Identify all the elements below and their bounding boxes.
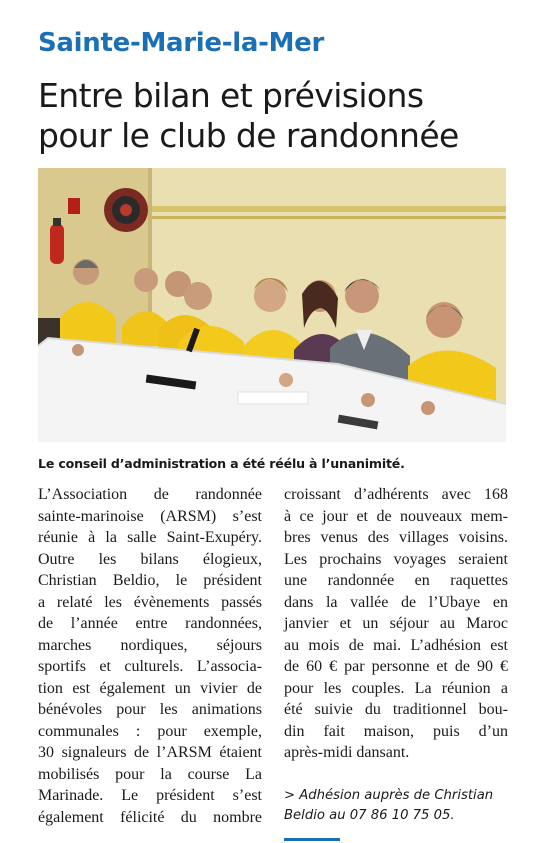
article-line: après-midi dansant.	[284, 744, 410, 761]
article-line: mobilisés pour la course La	[38, 765, 262, 783]
article-line: de l’année entre randonnées,	[38, 615, 262, 632]
headline-line-1: Entre bilan et prévisions	[38, 76, 424, 115]
section-kicker: Sainte-Marie-la-Mer	[38, 28, 325, 58]
contact-info-line-2: Beldio au 07 86 10 75 05.	[284, 808, 455, 823]
article-line: une randonnée en raquettes	[284, 572, 508, 589]
article-line: dans la vallée de l’Ubaye en	[284, 593, 508, 611]
article-column-left	[38, 484, 262, 828]
meeting-photo-illustration	[38, 168, 506, 442]
article-line: Marinade. Le président s’est	[38, 787, 262, 804]
contact-info	[284, 786, 508, 826]
article-line: a relaté les évènements passés	[38, 593, 262, 611]
article-line: pour les couples. La réunion a	[284, 679, 508, 697]
accent-rule	[284, 838, 340, 841]
article-line: croissant d’adhérents avec 168	[284, 486, 508, 503]
article-line: sainte-marinoise (ARSM) s’est	[38, 507, 262, 525]
article-photo	[38, 168, 506, 442]
article-line: également félicité du nombre	[38, 808, 262, 826]
article-line: réunie à la salle Saint-Exupéry.	[38, 529, 262, 546]
article-line: au mois de mai. L’adhésion est	[284, 636, 508, 654]
article-line: communales : pour exemple,	[38, 722, 262, 740]
article-line: bénévoles pour les animations	[38, 701, 262, 718]
article-column-right	[284, 484, 508, 764]
article-line: tion est également un vivier de	[38, 679, 262, 697]
photo-caption: Le conseil d’administration a été réélu à l’unanimité.	[38, 456, 405, 471]
article-line: marches nordiques, séjours	[38, 636, 262, 654]
article-line: janvier et un séjour au Maroc	[284, 615, 508, 632]
article-line: de 60 € par personne et de 90 €	[284, 658, 508, 675]
article-line: bres venus des villages voisins.	[284, 529, 508, 546]
article-line: 30 signaleurs de l’ARSM étaient	[38, 744, 262, 761]
article-line: Les prochains voyages seraient	[284, 550, 508, 568]
article-line: Christian Beldio, le président	[38, 572, 262, 589]
article-line: été suivie du traditionnel bou-	[284, 701, 508, 718]
article-headline	[38, 76, 518, 156]
article-line: sportifs et culturels. L’associa-	[38, 658, 262, 675]
article-line: Outre les bilans élogieux,	[38, 550, 262, 568]
article-line: din fait maison, puis d’un	[284, 722, 508, 740]
contact-info-line-1: > Adhésion auprès de Christian	[284, 788, 494, 803]
article-line: à ce jour et de nouveaux mem-	[284, 507, 508, 525]
headline-line-2: pour le club de randonnée	[38, 116, 459, 155]
article-line: L’Association de randonnée	[38, 486, 262, 503]
